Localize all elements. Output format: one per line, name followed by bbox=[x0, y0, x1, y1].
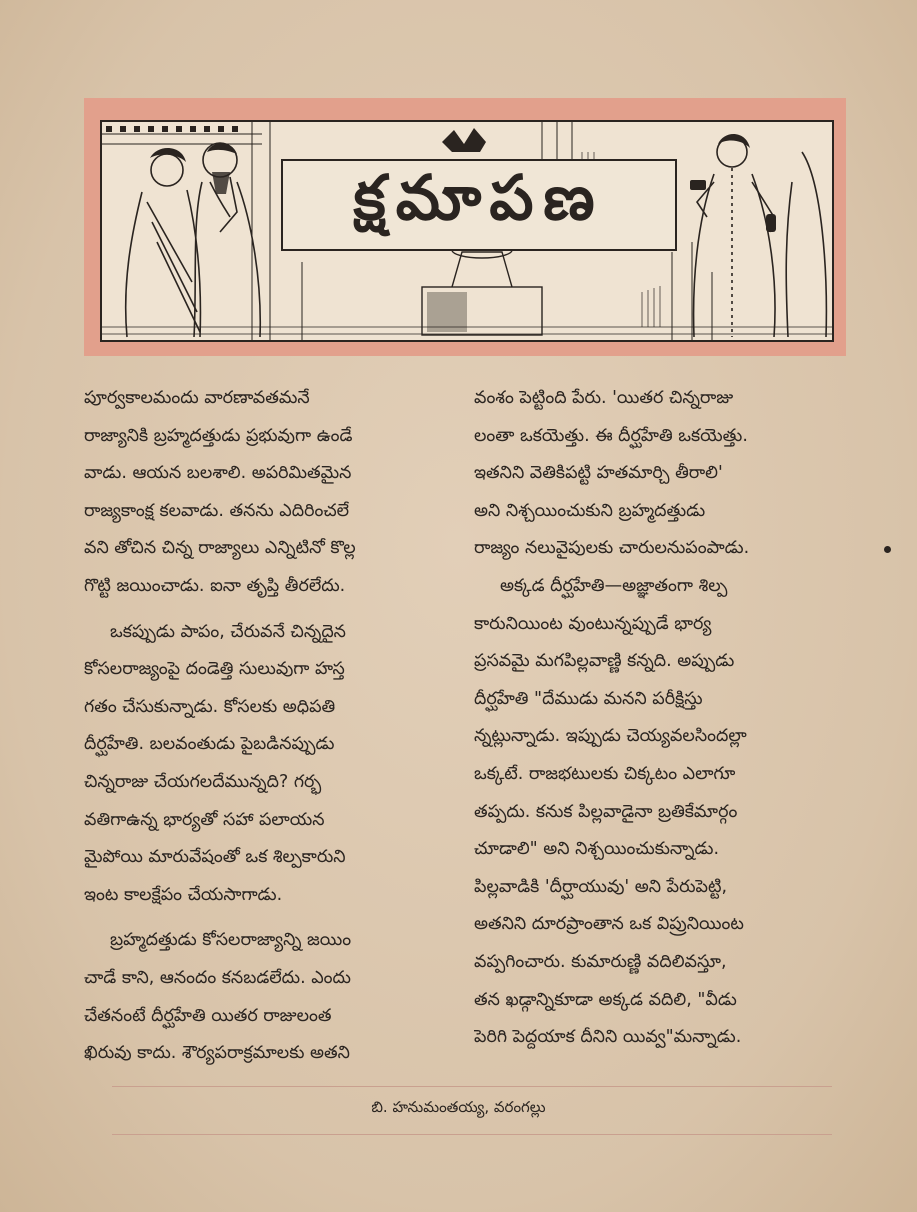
text-line: వంశం పెట్టింది పేరు. 'యితర చిన్నరాజు bbox=[474, 388, 734, 408]
text-line: చిన్నరాజు చేయగలదేమున్నది? గర్భ bbox=[84, 771, 322, 792]
footer-rule-top bbox=[112, 1086, 832, 1087]
left-column bbox=[84, 380, 462, 1073]
text-line: గొట్టి జయించాడు. ఐనా తృప్తి తీరలేదు. bbox=[84, 575, 346, 596]
text-line: చేతనంటే దీర్ఘహేతి యితర రాజులంత bbox=[84, 1005, 332, 1026]
text-line: రాజ్యం నలువైపులకు చారులనుపంపాడు. bbox=[474, 538, 750, 559]
text-line: దీర్ఘహేతి. బలవంతుడు పైబడినప్పుడు bbox=[84, 734, 335, 755]
title-box bbox=[281, 159, 677, 251]
text-line: న్నట్లున్నాడు. ఇప్పుడు చెయ్యవలసిందల్లా bbox=[474, 726, 747, 747]
text-line: కోసలరాజ్యంపై దండెత్తి సులువుగా హస్త bbox=[84, 659, 345, 680]
text-line: చాడే కాని, ఆనందం కనబడలేదు. ఎందు bbox=[84, 967, 351, 988]
text-line: అతనిని దూరప్రాంతాన ఒక విప్రునియింట bbox=[474, 914, 744, 935]
text-line: కారునియింట వుంటున్నప్పుడే భార్య bbox=[474, 613, 712, 634]
text-line: ఇంట కాలక్షేపం చేయసాగాడు. bbox=[84, 884, 283, 905]
text-line: వని తోచిన చిన్న రాజ్యాలు ఎన్నిటినో కొల్ల bbox=[84, 538, 356, 559]
text-line: పూర్వకాలమందు వారణావతమనే bbox=[84, 388, 310, 408]
margin-dot bbox=[884, 546, 891, 553]
text-line: లంతా ఒకయెత్తు. ఈ దీర్ఘహేతి ఒకయెత్తు. bbox=[474, 425, 748, 446]
text-line: అక్కడ దీర్ఘహేతి—అజ్ఞాతంగా శిల్ప bbox=[500, 575, 728, 596]
text-line: తప్పదు. కనుక పిల్లవాడైనా బ్రతికేమార్గం bbox=[474, 801, 738, 822]
text-line: మైపోయి మారువేషంతో ఒక శిల్పకారుని bbox=[84, 847, 346, 868]
text-line: ప్రసవమై మగపిల్లవాణ్ణి కన్నది. అప్పుడు bbox=[474, 651, 735, 672]
text-line: ఒకప్పుడు పాపం, చేరువనే చిన్నదైన bbox=[110, 621, 346, 642]
text-line: వాడు. ఆయన బలశాలి. అపరిమితమైన bbox=[84, 463, 352, 484]
text-line: అని నిశ్చయించుకుని బ్రహ్మదత్తుడు bbox=[474, 500, 706, 521]
author-credit: బి. హనుమంతయ్య, వరంగల్లు bbox=[371, 1098, 546, 1116]
text-line: గతం చేసుకున్నాడు. కోసలకు అధిపతి bbox=[84, 696, 336, 717]
story-title: క్షమాపణ bbox=[353, 161, 605, 234]
text-line: తన ఖడ్గాన్నికూడా అక్కడ వదిలి, "వీడు bbox=[474, 989, 737, 1010]
text-line: పిల్లవాడికి 'దీర్ఘాయువు' అని పేరుపెట్టి, bbox=[474, 876, 728, 897]
text-line: రాజ్యకాంక్ష కలవాడు. తనను ఎదిరించలే bbox=[84, 500, 350, 521]
right-column bbox=[474, 380, 852, 1057]
footer-rule-bottom bbox=[112, 1134, 832, 1135]
text-line: ఇతనిని వెతికిపట్టి హతమార్చి తీరాలి' bbox=[474, 463, 723, 484]
text-line: రాజ్యానికి బ్రహ్మదత్తుడు ప్రభువుగా ఉండే bbox=[84, 425, 353, 446]
text-line: వతిగాఉన్న భార్యతో సహా పలాయన bbox=[84, 809, 325, 830]
text-line: దీర్ఘహేతి "దేముడు మనని పరీక్షిస్తు bbox=[474, 688, 703, 709]
text-line: వప్పగించారు. కుమారుణ్ణి వదిలివస్తూ, bbox=[474, 951, 727, 972]
text-line: ఖిరువు కాదు. శౌర్యపరాక్రమాలకు అతని bbox=[84, 1043, 350, 1064]
text-line: ఒక్కటే. రాజభటులకు చిక్కటం ఎలాగూ bbox=[474, 763, 736, 784]
text-line: పెరిగి పెద్దయాక దీనిని యివ్వ"మన్నాడు. bbox=[474, 1027, 742, 1048]
text-line: బ్రహ్మదత్తుడు కోసలరాజ్యాన్ని జయిం bbox=[110, 930, 352, 951]
text-line: చూడాలి" అని నిశ్చయించుకున్నాడు. bbox=[474, 839, 720, 860]
